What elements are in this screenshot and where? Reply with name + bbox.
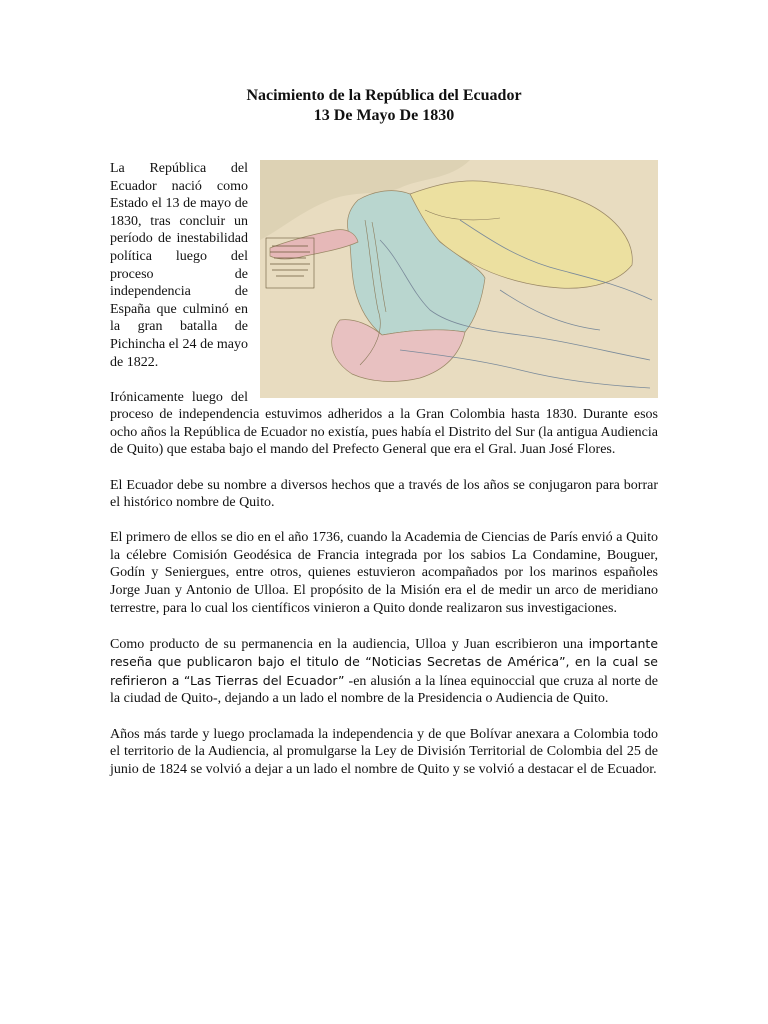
title-block bbox=[0, 86, 768, 126]
document-date: 13 De Mayo De 1830 bbox=[313, 107, 455, 124]
paragraph-5-sans-text: importante reseña que publicaron bajo el titulo de “Noticias Secretas de América”, en la cual se refirieron a “Las Tierras del Ecuador” bbox=[110, 635, 659, 688]
paragraph-2: Irónicamente luego del proceso de independencia estuvimos adheridos a la Gran Colombia hasta 1830. Durante esos ocho años la República de Ecuador no existía, pues había el Distrito del Sur (la antigua Audiencia de Quito) que estaba bajo el mando del Prefecto General que era el Gral. Juan José Flores. bbox=[110, 389, 658, 458]
map-illustration bbox=[260, 160, 658, 398]
paragraph-5-end: -en alusión a la línea equinoccial que cruza al norte de la ciudad de Quito-, dejando a un lado el nombre de la Presidencia o Audiencia de Quito. bbox=[110, 673, 658, 707]
paragraph-5-start: Como producto de su permanencia en la audiencia, Ulloa y Juan escribieron una bbox=[110, 636, 584, 652]
paragraph-4: El primero de ellos se dio en el año 1736, cuando la Academia de Ciencias de París envió a Quito la célebre Comisión Geodésica de Francia integrada por los sabios La Condamine, Bouguer, Godín y Seniergues, entre otros, quienes estuvieron acompañados por los marinos españoles Jorge Juan y Antonio de Ulloa. El propósito de la Misión era el de medir un arco de meridiano terrestre, para lo cual los científicos vinieron a Quito donde realizaron sus investigaciones. bbox=[110, 530, 658, 616]
paragraph-3: El Ecuador debe su nombre a diversos hechos que a través de los años se conjugaron para borrar el histórico nombre de Quito. bbox=[110, 477, 658, 511]
paragraph-1: La República del Ecuador nació como Estado el 13 de mayo de 1830, tras concluir un período de inestabilidad política luego del proceso de independencia de España que culminó en la gran batalla de Pichincha el 24 de mayo de 1822. bbox=[110, 161, 248, 370]
paragraph-6: Años más tarde y luego proclamada la independencia y de que Bolívar anexara a Colombia todo el territorio de la Audiencia, al promulgarse la Ley de División Territorial de Colombia del 25 de junio de 1824 se volvió a dejar a un lado el nombre de Quito y se volvió a destacar el de Ecuador. bbox=[110, 726, 658, 777]
paragraph-5 bbox=[110, 635, 658, 708]
historical-map-image bbox=[260, 160, 658, 398]
document-title: Nacimiento de la República del Ecuador bbox=[246, 87, 522, 104]
body-text bbox=[110, 160, 658, 796]
